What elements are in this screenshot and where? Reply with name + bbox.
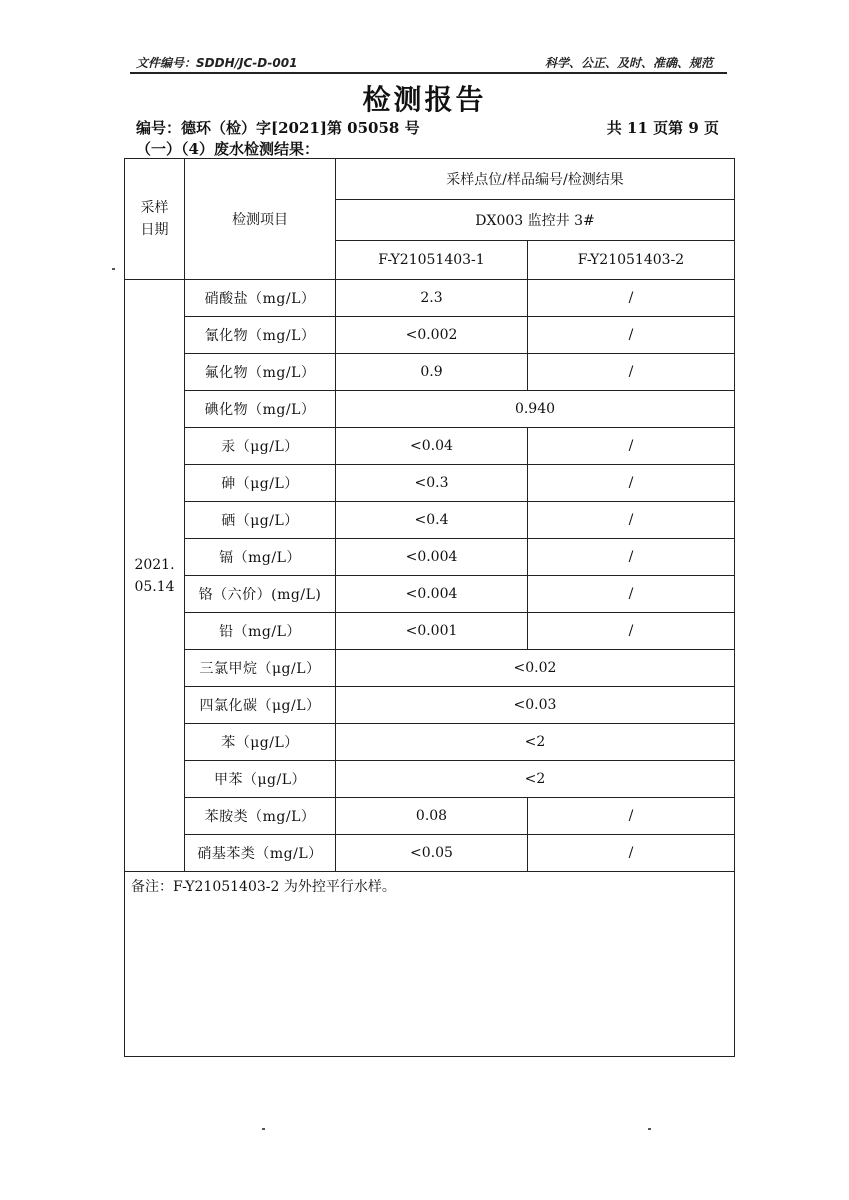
result-sample-2: /: [528, 539, 735, 576]
table-row: [125, 502, 735, 539]
table-row: [125, 798, 735, 835]
table-header-row: [125, 159, 735, 200]
test-item: 汞（μg/L）: [185, 428, 336, 465]
result-sample-2: /: [528, 576, 735, 613]
test-item: 甲苯（μg/L）: [185, 761, 336, 798]
sampling-date-cell: [125, 280, 185, 872]
result-sample-1: <0.004: [336, 539, 528, 576]
result-sample-1: <0.3: [336, 465, 528, 502]
result-sample-1: <0.05: [336, 835, 528, 872]
scan-mark: [112, 268, 115, 270]
test-item: 三氯甲烷（μg/L）: [185, 650, 336, 687]
table-row: [125, 391, 735, 428]
result-sample-1: 2.3: [336, 280, 528, 317]
result-sample-1: <0.4: [336, 502, 528, 539]
table-row: [125, 354, 735, 391]
header-test-item: 检测项目: [185, 159, 336, 280]
section-title: （一）（4）废水检测结果：: [136, 140, 319, 158]
result-merged: <2: [336, 761, 735, 798]
header-result-group: 采样点位/样品编号/检测结果: [336, 159, 735, 200]
header-sampling-date: [125, 159, 185, 280]
table-row: [125, 280, 735, 317]
test-item: 苯（μg/L）: [185, 724, 336, 761]
test-item: 硝酸盐（mg/L）: [185, 280, 336, 317]
header-date-label: 采样日期: [140, 200, 169, 238]
result-merged: <0.02: [336, 650, 735, 687]
result-merged: <2: [336, 724, 735, 761]
test-item: 硝基苯类（mg/L）: [185, 835, 336, 872]
motto: 科学、公正、及时、准确、规范: [544, 56, 713, 70]
page-indicator: 共 11 页第 9 页: [606, 119, 719, 137]
table-row: [125, 724, 735, 761]
result-sample-1: <0.04: [336, 428, 528, 465]
header-rule: [130, 72, 727, 74]
result-sample-1: <0.001: [336, 613, 528, 650]
notes-row: [125, 872, 735, 1057]
result-sample-2: /: [528, 502, 735, 539]
table-row: [125, 317, 735, 354]
test-item: 硒（μg/L）: [185, 502, 336, 539]
result-sample-2: /: [528, 465, 735, 502]
table-row: [125, 613, 735, 650]
table-row: [125, 539, 735, 576]
test-item: 苯胺类（mg/L）: [185, 798, 336, 835]
report-title: 检测报告: [362, 83, 487, 116]
test-item: 铅（mg/L）: [185, 613, 336, 650]
result-sample-2: /: [528, 354, 735, 391]
test-item: 砷（μg/L）: [185, 465, 336, 502]
result-sample-1: <0.002: [336, 317, 528, 354]
result-merged: <0.03: [336, 687, 735, 724]
scan-mark: [262, 1128, 265, 1130]
table-row: [125, 576, 735, 613]
table-row: [125, 650, 735, 687]
test-item: 四氯化碳（μg/L）: [185, 687, 336, 724]
header-sample-1: F-Y21051403-1: [336, 241, 528, 280]
result-sample-2: /: [528, 317, 735, 354]
file-number: 文件编号：SDDH/JC-D-001: [136, 56, 298, 70]
results-table: [124, 158, 735, 1057]
result-sample-1: 0.9: [336, 354, 528, 391]
header-sampling-point: DX003 监控井 3#: [336, 200, 735, 241]
test-item: 氟化物（mg/L）: [185, 354, 336, 391]
scan-mark: [648, 1128, 651, 1130]
table-row: [125, 465, 735, 502]
result-sample-2: /: [528, 798, 735, 835]
test-item: 氰化物（mg/L）: [185, 317, 336, 354]
report-number: 编号：德环（检）字[2021]第 05058 号: [136, 119, 420, 137]
notes: 备注：F-Y21051403-2 为外控平行水样。: [125, 872, 735, 1057]
result-merged: 0.940: [336, 391, 735, 428]
test-item: 铬（六价）(mg/L): [185, 576, 336, 613]
table-row: [125, 428, 735, 465]
header-sample-2: F-Y21051403-2: [528, 241, 735, 280]
table-row: [125, 687, 735, 724]
test-item: 镉（mg/L）: [185, 539, 336, 576]
result-sample-2: /: [528, 280, 735, 317]
test-item: 碘化物（mg/L）: [185, 391, 336, 428]
result-sample-1: 0.08: [336, 798, 528, 835]
result-sample-2: /: [528, 835, 735, 872]
table-row: [125, 835, 735, 872]
result-sample-2: /: [528, 613, 735, 650]
result-sample-2: /: [528, 428, 735, 465]
sampling-date: 2021.05.14: [134, 556, 175, 595]
result-sample-1: <0.004: [336, 576, 528, 613]
table-row: [125, 761, 735, 798]
